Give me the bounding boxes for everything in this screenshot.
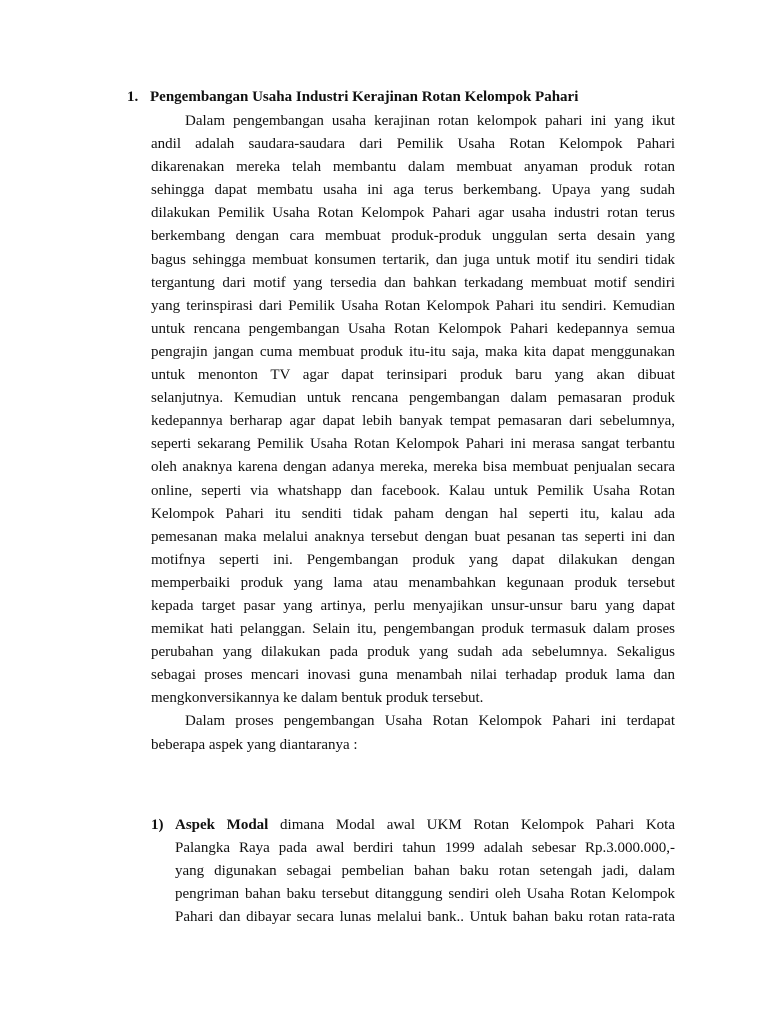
paragraph-line: kepada target pasar yang artinya, perlu menyajikan unsur-unsur baru yang dapat bbox=[151, 597, 675, 614]
paragraph-line: pengrajin jangan cuma membuat produk itu-itu saja, maka kita dapat menggunakan bbox=[151, 343, 675, 360]
paragraph-line: Dalam pengembangan usaha kerajinan rotan kelompok pahari ini yang ikut bbox=[185, 113, 675, 129]
paragraph-line: Dalam proses pengembangan Usaha Rotan Kelompok Pahari ini terdapat bbox=[185, 713, 675, 730]
section-title: Pengembangan Usaha Industri Kerajinan Rotan Kelompok Pahari bbox=[150, 89, 579, 105]
paragraph-line: yang terinspirasi dari Pemilik Usaha Rotan Kelompok Pahari itu sendiri. Kemudian bbox=[151, 297, 675, 314]
section-heading bbox=[127, 86, 687, 108]
paragraph-line: motifnya seperti ini. Pengembangan produk yang dapat dilakukan dengan bbox=[151, 551, 675, 568]
paragraph-line: tergantung dari motif yang tersedia dan bahkan terkadang membuat motif sendiri bbox=[151, 274, 675, 291]
list-item-term: Aspek Modal bbox=[175, 817, 269, 833]
list-item-text: dimana Modal awal UKM Rotan Kelompok Pahari Kota bbox=[268, 817, 675, 833]
section-number: 1. bbox=[127, 89, 139, 105]
paragraph-line: sehingga dapat membatu usaha ini aga terus berkembang. Upaya yang sudah bbox=[151, 182, 675, 199]
list-item bbox=[175, 814, 675, 929]
paragraph-line: kedepannya berharap agar dapat lebih banyak tempat pemasaran dari sebelumnya, bbox=[151, 413, 675, 430]
paragraph-line: andil adalah saudara-saudara dari Pemilik Usaha Rotan Kelompok Pahari bbox=[151, 136, 675, 153]
list-item-number: 1) bbox=[151, 817, 164, 833]
paragraph-line: memperbaiki produk yang lama atau menambahkan kegunaan produk tersebut bbox=[151, 574, 675, 591]
paragraph-line: dikarenakan mereka telah membantu dalam membuat anyaman produk rotan bbox=[151, 159, 675, 176]
paragraph-line: beberapa aspek yang diantaranya : bbox=[151, 736, 358, 753]
paragraph-line: berkembang dengan cara membuat produk-produk unggulan serta desain yang bbox=[151, 228, 675, 245]
list-item-line: pengriman bahan baku tersebut ditanggung sendiri oleh Usaha Rotan Kelompok bbox=[175, 886, 675, 903]
paragraph-line: Kelompok Pahari itu senditi tidak paham dengan hal seperti itu, kalau ada bbox=[151, 505, 675, 522]
list-item-line: yang digunakan sebagai pembelian bahan baku rotan setengah jadi, dalam bbox=[175, 863, 675, 880]
paragraph-line: online, seperti via whatshapp dan facebook. Kalau untuk Pemilik Usaha Rotan bbox=[151, 482, 675, 499]
list-item-line: Pahari dan dibayar secara lunas melalui bank.. Untuk bahan baku rotan rata-rata bbox=[175, 909, 675, 926]
paragraph-2 bbox=[151, 710, 675, 756]
list-item-line: Palangka Raya pada awal berdiri tahun 1999 adalah sebesar Rp.3.000.000,- bbox=[175, 840, 675, 857]
paragraph-1 bbox=[151, 110, 675, 710]
paragraph-line: pemesanan maka melalui anaknya tersebut dengan buat pesanan tas seperti ini dan bbox=[151, 528, 675, 545]
paragraph-line: memikat hati pelanggan. Selain itu, pengembangan produk termasuk dalam proses bbox=[151, 621, 675, 638]
paragraph-line: untuk rencana pengembangan Usaha Rotan Kelompok Pahari kedepannya semua bbox=[151, 320, 675, 337]
paragraph-line: oleh anaknya karena dengan adanya mereka, mereka bisa membuat penjualan secara bbox=[151, 459, 675, 476]
paragraph-line: sebagai proses mencari inovasi guna menambah nilai terhadap produk lama dan bbox=[151, 667, 675, 684]
paragraph-line: perubahan yang dilakukan pada produk yang sudah ada sebelumnya. Sekaligus bbox=[151, 644, 675, 661]
list-item-line bbox=[175, 814, 675, 837]
paragraph-line: selanjutnya. Kemudian untuk rencana pengembangan dalam pemasaran produk bbox=[151, 390, 675, 407]
paragraph-line: seperti sekarang Pemilik Usaha Rotan Kelompok Pahari ini merasa sangat terbantu bbox=[151, 436, 675, 453]
paragraph-line: mengkonversikannya ke dalam bentuk produk tersebut. bbox=[151, 690, 484, 707]
body-text bbox=[151, 110, 675, 757]
paragraph-line: dilakukan Pemilik Usaha Rotan Kelompok Pahari agar usaha industri rotan terus bbox=[151, 205, 675, 222]
paragraph-line: untuk menonton TV agar dapat terinsipari produk baru yang akan dibuat bbox=[151, 367, 675, 384]
paragraph-line: bagus sehingga membuat konsumen tertarik, dan juga untuk motif itu sendiri tidak bbox=[151, 251, 675, 268]
